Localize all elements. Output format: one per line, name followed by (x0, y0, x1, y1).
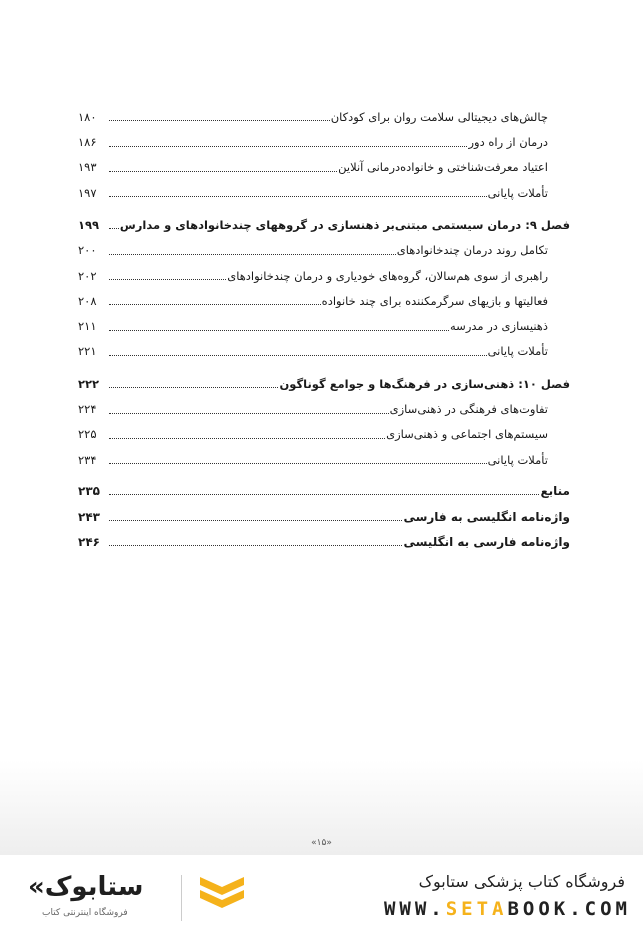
toc-entry-page: ۱۹۷ (78, 185, 97, 200)
toc-entry-title: فصل ۹: درمان سیستمی مبتنی‌بر ذهنسازی در گروههای چندخانوادهای و مدارس (119, 217, 570, 232)
toc-entry-title: تفاوت‌های فرهنگی در ذهنی‌سازی (389, 402, 548, 417)
toc-entry-page: ۱۹۹ (78, 217, 100, 232)
toc-entry-page: ۲۴۳ (78, 509, 100, 524)
url-prefix: WWW. (383, 898, 446, 920)
toc-entry[interactable] (78, 101, 570, 126)
footer-divider (181, 875, 182, 921)
toc-entry-page: ۱۸۶ (78, 135, 97, 150)
toc-leader-dots (109, 279, 226, 280)
toc-leader-dots (109, 120, 330, 121)
toc-entry-title: چالش‌های دیجیتالی سلامت روان برای کودکان (330, 109, 548, 124)
toc-entry-title: تأملات پایانی (487, 452, 548, 467)
toc-entry[interactable] (78, 500, 570, 525)
toc-entry-page: ۲۳۵ (78, 484, 100, 499)
toc-leader-dots (109, 438, 385, 439)
toc-entry-page: ۲۳۴ (78, 452, 97, 467)
footer-banner (0, 855, 643, 926)
toc-entry[interactable] (78, 126, 570, 151)
toc-entry-title: سیستم‌های اجتماعی و ذهنی‌سازی (386, 427, 548, 442)
toc-entry[interactable] (78, 419, 570, 444)
toc-leader-dots (109, 146, 467, 147)
toc-leader-dots (109, 330, 449, 331)
toc-entry-title: تأملات پایانی (487, 185, 548, 200)
toc-entry-page: ۲۱۱ (78, 319, 97, 334)
toc-leader-dots (109, 520, 402, 521)
toc-leader-dots (109, 304, 321, 305)
toc-entry-page: ۲۰۰ (78, 243, 97, 258)
toc-entry-title: درمان از راه دور (468, 135, 548, 150)
toc-entry[interactable] (78, 368, 570, 393)
toc-entry[interactable] (78, 526, 570, 551)
url-highlight: SETA (445, 898, 508, 920)
toc-entry[interactable] (78, 393, 570, 418)
toc-entry-page: ۱۸۰ (78, 109, 97, 124)
toc-entry[interactable] (78, 310, 570, 335)
toc-entry[interactable] (78, 234, 570, 259)
toc-entry-title: واژه‌نامه فارسی به انگلیسی (403, 535, 570, 550)
toc-leader-dots (109, 171, 337, 172)
brand-logo-subtitle: فروشگاه اینترنتی کتاب (42, 908, 128, 918)
toc-entry-title: واژه‌نامه انگلیسی به فارسی (403, 509, 570, 524)
toc-entry-title: فعالیتها و بازیهای سرگرمکننده برای چند خانواده (321, 293, 548, 308)
toc-entry[interactable] (78, 285, 570, 310)
toc-entry-page: ۲۰۲ (78, 268, 97, 283)
book-logo-icon (198, 873, 246, 913)
page-number: «۱۵» (311, 838, 332, 848)
toc-leader-dots (109, 196, 487, 197)
toc-leader-dots (109, 494, 539, 495)
table-of-contents (78, 101, 570, 551)
toc-leader-dots (109, 355, 487, 356)
toc-entry-title: اعتیاد معرفت‌شناختی و خانواده‌درمانی آنلاین (338, 160, 548, 175)
shop-url-link[interactable] (384, 898, 631, 920)
toc-entry-title: راهبری از سوی هم‌سالان، گروه‌های خودیاری و درمان چندخانوادهای (227, 268, 548, 283)
toc-leader-dots (109, 463, 487, 464)
toc-entry[interactable] (78, 177, 570, 202)
shop-name: فروشگاه کتاب پزشکی ستابوک (418, 872, 625, 891)
toc-entry-page: ۲۴۶ (78, 535, 100, 550)
toc-entry[interactable] (78, 444, 570, 469)
toc-entry-page: ۲۰۸ (78, 293, 97, 308)
toc-entry-title: تکامل روند درمان چندخانوادهای (396, 243, 548, 258)
toc-entry-title: منابع (540, 484, 570, 499)
toc-leader-dots (109, 413, 389, 414)
toc-entry-page: ۲۲۲ (78, 376, 100, 391)
toc-leader-dots (109, 387, 278, 388)
toc-entry[interactable] (78, 209, 570, 234)
toc-leader-dots (109, 228, 119, 229)
toc-entry[interactable] (78, 152, 570, 177)
brand-logo-wordmark: «ستابوک (28, 872, 144, 902)
toc-entry-title: تأملات پایانی (487, 344, 548, 359)
toc-entry[interactable] (78, 260, 570, 285)
toc-entry-page: ۲۲۱ (78, 344, 97, 359)
toc-leader-dots (109, 254, 396, 255)
toc-entry-page: ۱۹۳ (78, 160, 97, 175)
toc-entry-title: ذهنیسازی در مدرسه (450, 319, 548, 334)
toc-entry-title: فصل ۱۰: ذهنی‌سازی در فرهنگ‌ها و جوامع گوناگون (279, 376, 570, 391)
toc-leader-dots (109, 545, 402, 546)
toc-entry[interactable] (78, 475, 570, 500)
url-suffix: BOOK.COM (507, 898, 631, 920)
toc-entry-page: ۲۲۵ (78, 427, 97, 442)
toc-entry[interactable] (78, 336, 570, 361)
toc-entry-page: ۲۲۴ (78, 402, 97, 417)
